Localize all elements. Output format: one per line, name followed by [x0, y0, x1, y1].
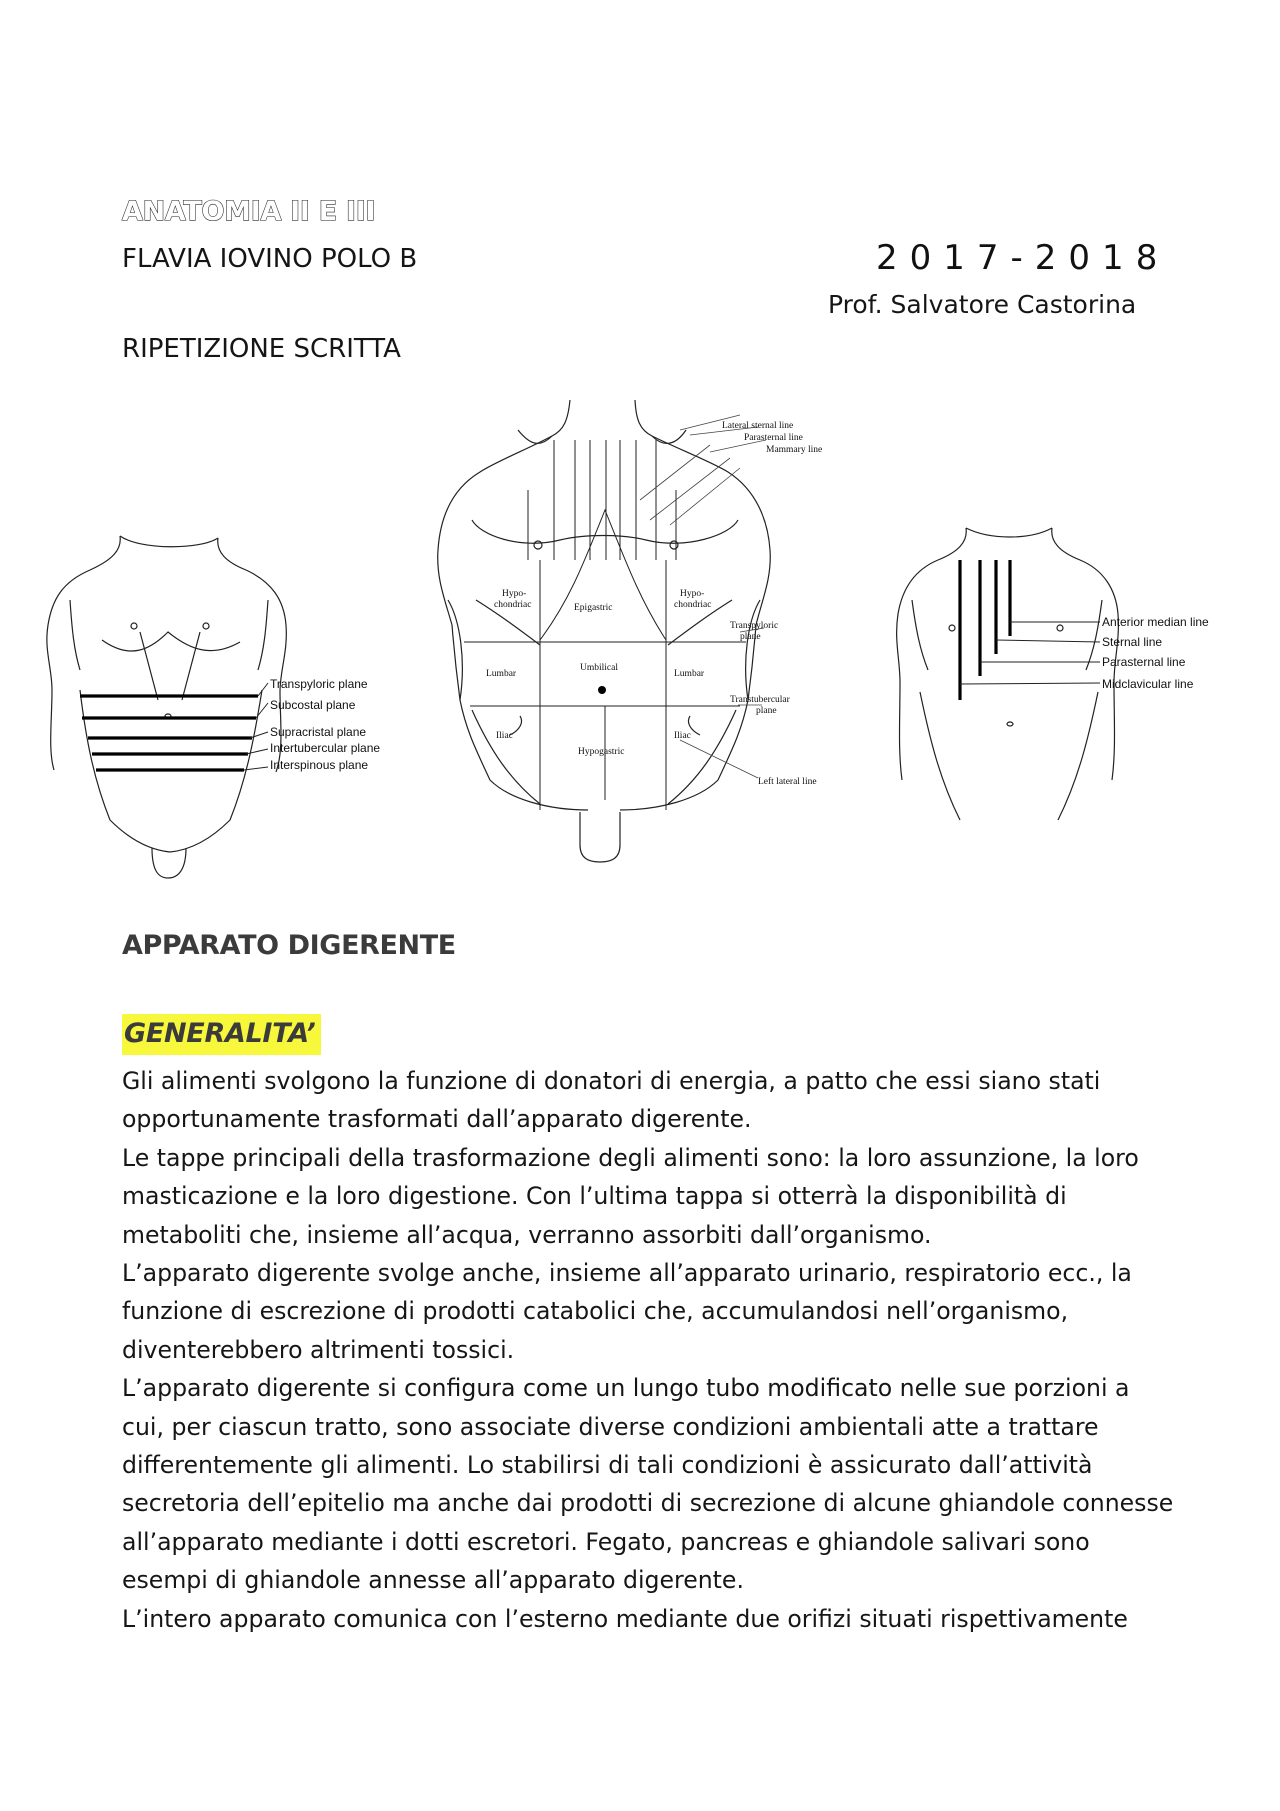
text-line: opportunamente trasformati dall’apparato digerente. [122, 1105, 752, 1134]
label-parasternal-line-top: Parasternal line [744, 433, 803, 443]
label-left-lateral-line: Left lateral line [758, 777, 817, 787]
text-line: funzione di escrezione di prodotti catabolici che, accumulandosi nell’organismo, [122, 1297, 1069, 1326]
text-line: masticazione e la loro digestione. Con l’ultima tappa si otterrà la disponibilità di [122, 1182, 1067, 1211]
text-line: metaboliti che, insieme all’acqua, verranno assorbiti dall’organismo. [122, 1220, 932, 1249]
label-transpyloric-plane: Transpyloric plane [270, 677, 368, 691]
text-line: L’intero apparato comunica con l’esterno mediante due orifizi situati rispettivamente [122, 1604, 1128, 1633]
anatomy-figure [40, 400, 1240, 880]
text-line: diventerebbero altrimenti tossici. [122, 1335, 515, 1364]
region-epigastric: Epigastric [574, 603, 613, 613]
label-transpyloric-plane-center-b: plane [740, 632, 761, 642]
text-line: L’apparato digerente svolge anche, insieme all’apparato urinario, respiratorio ecc., la [122, 1259, 1132, 1288]
center-torso-drawing [438, 400, 771, 862]
region-lumbar-left: Lumbar [486, 669, 517, 679]
text-line: Le tappe principali della trasformazione degli alimenti sono: la loro assunzione, la loro [122, 1143, 1139, 1172]
text-line: Gli alimenti svolgono la funzione di donatori di energia, a patto che essi siano stati [122, 1067, 1101, 1095]
text-line: cui, per ciascun tratto, sono associate diverse condizioni ambientali atte a trattare [122, 1412, 1099, 1441]
region-iliac-right: Iliac [674, 731, 691, 741]
label-intertubercular-plane: Intertubercular plane [270, 741, 381, 755]
label-subcostal-plane: Subcostal plane [270, 698, 356, 712]
label-midclavicular-line: Midclavicular line [1102, 677, 1194, 691]
label-transtubercular-plane-a: Transtubercular [730, 695, 790, 705]
left-torso-drawing [47, 536, 286, 878]
professor-name: Prof. Salvatore Castorina [828, 290, 1137, 319]
section-title: APPARATO DIGERENTE [122, 930, 456, 961]
label-parasternal-line: Parasternal line [1102, 655, 1186, 669]
label-mammary-line: Mammary line [766, 445, 823, 455]
document-type: RIPETIZIONE SCRITTA [122, 334, 401, 364]
umbilicus-dot [598, 686, 606, 694]
region-hypochondriac-right-a: Hypo- [680, 589, 705, 599]
label-transtubercular-plane-b: plane [756, 706, 777, 716]
region-hypochondriac-left-b: chondriac [494, 600, 532, 610]
course-title: ANATOMIA II E III [122, 196, 376, 227]
right-torso-drawing [897, 528, 1119, 820]
label-sternal-line: Sternal line [1102, 635, 1163, 649]
label-transpyloric-plane-center-a: Transpyloric [730, 621, 779, 631]
author-line: FLAVIA IOVINO POLO B [122, 244, 418, 274]
subsection-title: GENERALITA’ [122, 1014, 321, 1055]
region-lumbar-right: Lumbar [674, 669, 705, 679]
text-line: differentemente gli alimenti. Lo stabilirsi di tali condizioni è assicurato dall’attività [122, 1451, 1093, 1480]
text-line: esempi di ghiandole annesse all’apparato digerente. [122, 1566, 744, 1595]
label-lateral-sternal-line: Lateral sternal line [722, 421, 794, 431]
text-line: secretoria dell’epitelio ma anche dai prodotti di secrezione di alcune ghiandole connesse [122, 1489, 1174, 1518]
region-umbilical: Umbilical [580, 663, 618, 673]
body-paragraph [122, 1062, 1182, 1638]
label-anterior-median-line: Anterior median line [1102, 615, 1209, 629]
text-line: L’apparato digerente si configura come un lungo tubo modificato nelle sue porzioni a [122, 1374, 1130, 1403]
region-hypogastric: Hypogastric [578, 747, 625, 757]
region-iliac-left: Iliac [496, 731, 513, 741]
region-hypochondriac-right-b: chondriac [674, 600, 712, 610]
label-interspinous-plane: Interspinous plane [270, 758, 369, 772]
region-hypochondriac-left-a: Hypo- [502, 589, 527, 599]
label-supracristal-plane: Supracristal plane [270, 725, 367, 739]
text-line: all’apparato mediante i dotti escretori. Fegato, pancreas e ghiandole salivari sono [122, 1527, 1090, 1556]
academic-year: 2017-2018 [876, 238, 1170, 278]
